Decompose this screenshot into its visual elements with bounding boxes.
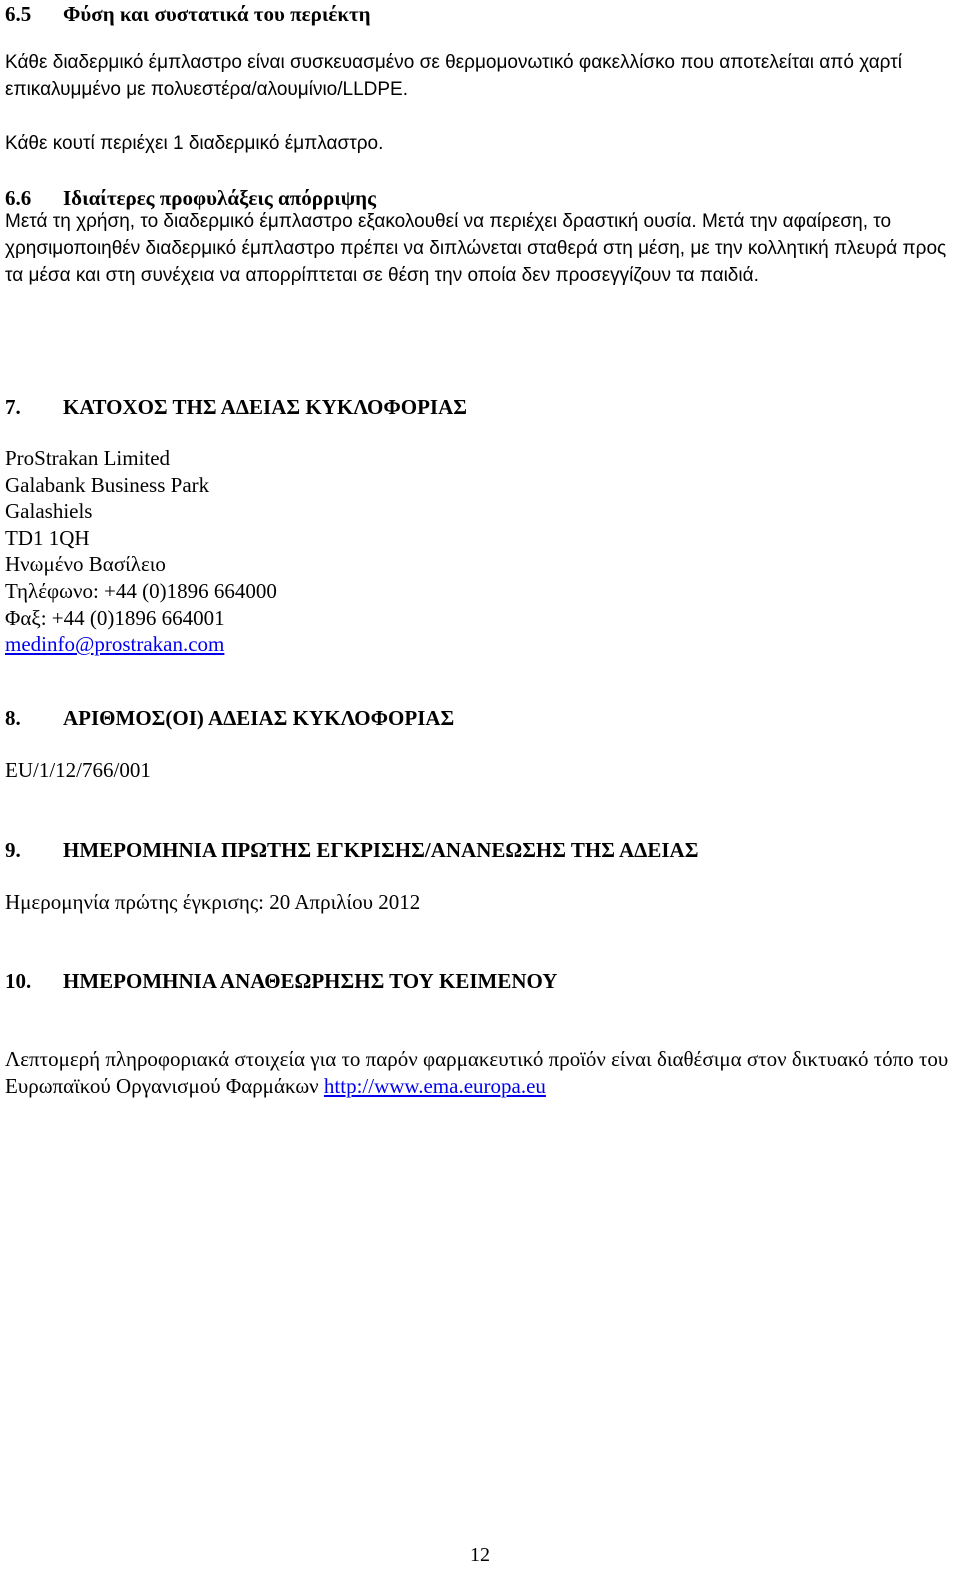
section-number: 6.6 <box>5 186 32 210</box>
section-number: 8. <box>5 706 21 730</box>
section-10-heading <box>5 968 952 994</box>
section-title: ΗΜΕΡΟΜΗΝΙΑ ΠΡΩΤΗΣ ΕΓΚΡΙΣΗΣ/ΑΝΑΝΕΩΣΗΣ ΤΗΣ ΑΔΕΙΑΣ <box>63 838 699 862</box>
section-title: Φύση και συστατικά του περιέκτη <box>63 2 371 26</box>
section-title: ΗΜΕΡΟΜΗΝΙΑ ΑΝΑΘΕΩΡΗΣΗΣ ΤΟΥ ΚΕΙΜΕΝΟΥ <box>63 969 558 993</box>
section-7-heading <box>5 394 952 420</box>
address-city: Galashiels <box>5 499 93 524</box>
address-postcode: TD1 1QH <box>5 525 90 550</box>
ema-info-paragraph <box>5 1046 952 1099</box>
section-6-5-heading <box>5 1 952 27</box>
section-number: 10. <box>5 969 32 993</box>
ema-info-text: Λεπτομερή πληροφοριακά στοιχεία για το παρόν φαρμακευτικό προϊόν είναι διαθέσιμα στον δικτυακό τόπο του Ευρωπαϊκού Οργανισμού Φαρμάκων <box>5 1047 949 1098</box>
section-number: 6.5 <box>5 2 32 26</box>
section-title: ΑΡΙΘΜΟΣ(ΟΙ) ΑΔΕΙΑΣ ΚΥΚΛΟΦΟΡΙΑΣ <box>63 706 455 730</box>
box-contents: Κάθε κουτί περιέχει 1 διαδερμικό έμπλαστρο. <box>5 133 384 154</box>
section-number: 9. <box>5 838 21 862</box>
company-name: ProStrakan Limited <box>5 446 171 470</box>
section-9-heading <box>5 837 952 863</box>
section-number: 7. <box>5 395 21 419</box>
section-title: Ιδιαίτερες προφυλάξεις απόρριψης <box>63 186 376 210</box>
section-8-heading <box>5 705 952 731</box>
container-description: Κάθε διαδερμικό έμπλαστρο είναι συσκευασμένο σε θερμομονωτικό φακελλίσκο που αποτελείται από χαρτί επικαλυμμένο με πολυεστέρα/αλουμίνιο/LLDPE. <box>5 52 902 100</box>
holder-address <box>5 445 952 658</box>
address-country: Ηνωμένο Βασίλειο <box>5 552 166 577</box>
page-number: 12 <box>470 1544 490 1566</box>
phone-number: Τηλέφωνο: +44 (0)1896 664000 <box>5 578 277 603</box>
email-link[interactable]: medinfo@prostrakan.com <box>5 632 225 657</box>
disposal-paragraph: Μετά τη χρήση, το διαδερμικό έμπλαστρο εξακολουθεί να περιέχει δραστική ουσία. Μετά την αφαίρεση, το χρησιμοποιηθέν διαδερμικό έμπλαστρο πρέπει να διπλώνεται σταθερά στη μέση, με την κολλητική πλευρά προς τα μέσα και στη συνέχεια να απορρίπτεται σε θέση την οποία δεν προσεγγίζουν τα παιδιά. <box>5 211 947 286</box>
fax-number: Φαξ: +44 (0)1896 664001 <box>5 605 225 630</box>
section-title: ΚΑΤΟΧΟΣ ΤΗΣ ΑΔΕΙΑΣ ΚΥΚΛΟΦΟΡΙΑΣ <box>63 395 467 419</box>
first-authorisation-date: Ημερομηνία πρώτης έγκρισης: 20 Απριλίου 2012 <box>5 890 421 914</box>
ema-website-link[interactable]: http://www.ema.europa.eu <box>323 1073 546 1098</box>
authorisation-number: EU/1/12/766/001 <box>5 758 151 782</box>
address-line: Galabank Business Park <box>5 472 210 497</box>
